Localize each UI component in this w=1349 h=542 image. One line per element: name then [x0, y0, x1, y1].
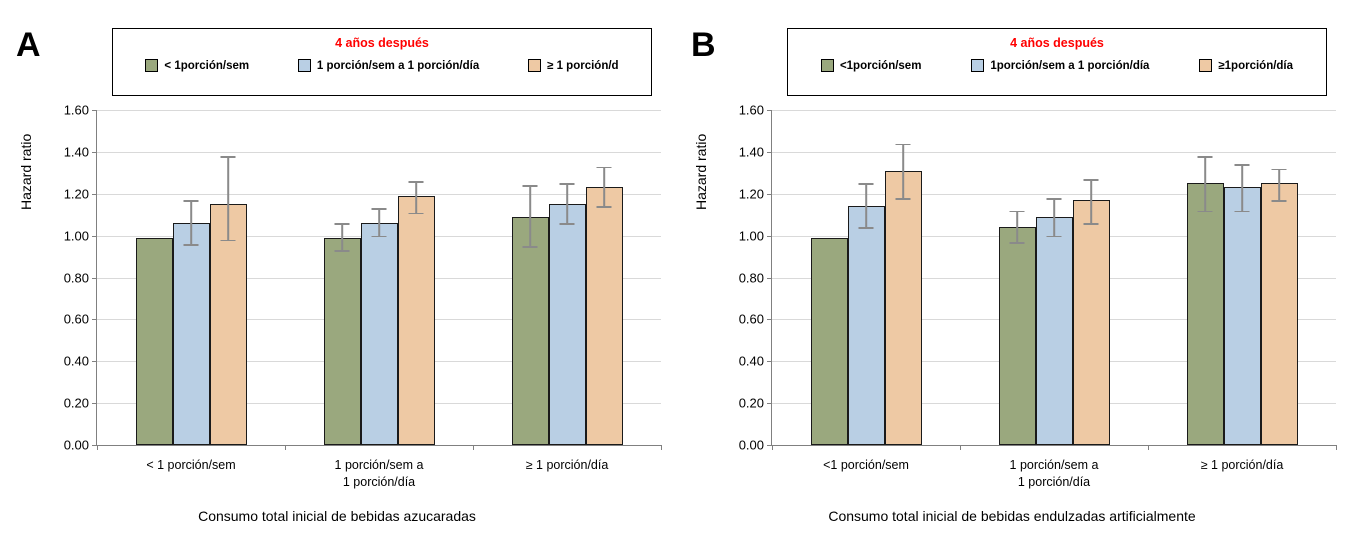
bar — [1036, 217, 1073, 445]
bar — [1261, 183, 1298, 445]
panel-a-y-axis-title: Hazard ratio — [18, 133, 34, 210]
error-bar-cap-bottom — [184, 244, 199, 246]
bar-wrapper — [848, 110, 885, 445]
bar — [811, 238, 848, 445]
error-bar-cap-top — [372, 208, 387, 210]
legend-label: ≥ 1 porción/d — [547, 59, 619, 72]
y-tick-label: 0.20 — [738, 395, 764, 411]
legend-swatch-icon — [528, 59, 541, 72]
panel-a-letter: A — [16, 26, 41, 64]
legend-label: < 1porción/sem — [164, 59, 250, 72]
error-bar-cap-bottom — [1047, 236, 1062, 238]
y-tick-label: 1.60 — [738, 102, 764, 118]
error-bar — [341, 223, 343, 250]
panel-b-x-axis-title: Consumo total inicial de bebidas endulzadas artificialmente — [828, 508, 1196, 524]
bar-wrapper — [324, 110, 361, 445]
legend-title: 4 años después — [335, 36, 429, 50]
bar-wrapper — [136, 110, 173, 445]
panel-b-y-axis-title: Hazard ratio — [693, 133, 709, 210]
bar-wrapper — [398, 110, 435, 445]
bar-wrapper — [1187, 110, 1224, 445]
error-bar — [1204, 156, 1206, 210]
error-bar-cap-bottom — [859, 227, 874, 229]
bar-wrapper — [173, 110, 210, 445]
y-tick-label: 0.60 — [63, 311, 89, 327]
error-bar-cap-bottom — [560, 223, 575, 225]
x-tick-label: <1 porción/sem — [823, 458, 909, 472]
legend-item-2 — [971, 59, 1149, 72]
legend-item-3 — [1199, 59, 1293, 72]
error-bar-cap-top — [1272, 169, 1287, 171]
error-bar — [415, 181, 417, 212]
legend-label: ≥1porción/día — [1218, 59, 1294, 72]
y-tick-label: 0.40 — [738, 353, 764, 369]
bar-wrapper — [586, 110, 623, 445]
bar-wrapper — [361, 110, 398, 445]
error-bar-cap-top — [597, 167, 612, 169]
y-tick-label: 0.00 — [738, 437, 764, 453]
x-tick-label: 1 porción/sem a 1 porción/día — [334, 458, 424, 489]
error-bar-cap-bottom — [896, 198, 911, 200]
bar — [512, 217, 549, 445]
x-tick-label: ≥ 1 porción/día — [1200, 458, 1284, 472]
bar — [1224, 187, 1261, 445]
bar — [324, 238, 361, 445]
y-tick-label: 1.20 — [63, 186, 89, 202]
y-tick-label: 0.80 — [738, 270, 764, 285]
error-bar-cap-top — [184, 200, 199, 202]
error-bar — [1241, 164, 1243, 210]
error-bar — [1278, 169, 1280, 200]
x-tick-label: ≥ 1 porción/día — [525, 458, 609, 472]
legend-title: 4 años después — [1010, 36, 1104, 50]
error-bar-cap-top — [335, 223, 350, 225]
bar — [999, 227, 1036, 445]
bar — [398, 196, 435, 445]
error-bar-cap-bottom — [1010, 242, 1025, 244]
panel-a — [0, 0, 674, 542]
error-bar-cap-bottom — [523, 246, 538, 248]
error-bar-cap-top — [409, 181, 424, 183]
error-bar-cap-top — [896, 144, 911, 146]
bar-wrapper — [549, 110, 586, 445]
legend-swatch-icon — [971, 59, 984, 72]
bar-group — [772, 110, 960, 445]
y-tick-label: 0.00 — [63, 437, 89, 453]
error-bar — [1053, 198, 1055, 236]
error-bar-cap-top — [1047, 198, 1062, 200]
bar-group — [285, 110, 473, 445]
x-tick-mark — [1148, 445, 1149, 450]
bar-wrapper — [512, 110, 549, 445]
panel-b — [675, 0, 1349, 542]
error-bar-cap-top — [523, 185, 538, 187]
error-bar — [865, 183, 867, 227]
bar — [549, 204, 586, 445]
bar-wrapper — [885, 110, 922, 445]
panel-b-legend — [787, 28, 1327, 96]
legend-label: 1 porción/sem a 1 porción/día — [316, 59, 480, 72]
panel-a-legend — [112, 28, 652, 96]
bar-group — [97, 110, 285, 445]
x-tick-mark — [1336, 445, 1337, 450]
legend-item-1 — [821, 59, 922, 72]
error-bar-cap-top — [1235, 164, 1250, 166]
bar-wrapper — [999, 110, 1036, 445]
error-bar-cap-top — [859, 183, 874, 185]
bar-group — [960, 110, 1148, 445]
error-bar — [1090, 179, 1092, 223]
error-bar — [566, 183, 568, 223]
bar-wrapper — [1036, 110, 1073, 445]
error-bar-cap-bottom — [335, 250, 350, 252]
bar — [173, 223, 210, 445]
bar — [586, 187, 623, 445]
legend-swatch-icon — [821, 59, 834, 72]
error-bar-cap-bottom — [221, 240, 236, 242]
bar — [885, 171, 922, 445]
error-bar — [227, 156, 229, 240]
x-tick-mark — [97, 445, 98, 450]
error-bar — [378, 208, 380, 235]
panel-a-plot-area — [63, 102, 661, 489]
bar-wrapper — [210, 110, 247, 445]
y-tick-label: 1.40 — [63, 144, 89, 160]
bar — [1073, 200, 1110, 445]
legend-swatch-icon — [1199, 59, 1212, 72]
error-bar-cap-bottom — [1272, 200, 1287, 202]
y-tick-label: 0.60 — [738, 311, 764, 327]
error-bar — [1016, 211, 1018, 242]
y-tick-label: 1.00 — [738, 228, 764, 244]
error-bar — [190, 200, 192, 244]
bar — [848, 206, 885, 445]
error-bar — [529, 185, 531, 246]
legend-item-3 — [528, 59, 618, 72]
bar-group — [1148, 110, 1336, 445]
bar-group — [473, 110, 661, 445]
bar — [361, 223, 398, 445]
bar — [136, 238, 173, 445]
error-bar — [902, 144, 904, 198]
legend-item-2 — [298, 59, 479, 72]
bar-wrapper — [1073, 110, 1110, 445]
legend-swatch-icon — [298, 59, 311, 72]
error-bar-cap-top — [1010, 211, 1025, 213]
panel-a-x-axis-title: Consumo total inicial de bebidas azucaradas — [198, 508, 476, 524]
error-bar-cap-bottom — [1235, 211, 1250, 213]
x-tick-mark — [772, 445, 773, 450]
y-tick-label: 1.40 — [738, 144, 764, 160]
x-tick-label: < 1 porción/sem — [146, 458, 236, 472]
y-tick-label: 0.80 — [63, 270, 89, 285]
y-tick-label: 0.20 — [63, 395, 89, 411]
bar-wrapper — [811, 110, 848, 445]
x-tick-label: 1 porción/sem a 1 porción/día — [1009, 458, 1099, 489]
error-bar-cap-top — [1198, 156, 1213, 158]
error-bar-cap-top — [1084, 179, 1099, 181]
y-tick-label: 0.40 — [63, 353, 89, 369]
x-tick-mark — [285, 445, 286, 450]
legend-item-1 — [145, 59, 249, 72]
error-bar-cap-bottom — [372, 236, 387, 238]
y-tick-label: 1.20 — [738, 186, 764, 202]
x-tick-mark — [473, 445, 474, 450]
x-tick-mark — [661, 445, 662, 450]
y-tick-label: 1.00 — [63, 228, 89, 244]
error-bar-cap-bottom — [1084, 223, 1099, 225]
legend-label: 1porción/sem a 1 porción/día — [990, 59, 1150, 72]
error-bar-cap-bottom — [597, 206, 612, 208]
bar-wrapper — [1224, 110, 1261, 445]
error-bar-cap-top — [221, 156, 236, 158]
error-bar-cap-top — [560, 183, 575, 185]
legend-swatch-icon — [145, 59, 158, 72]
x-tick-mark — [960, 445, 961, 450]
y-tick-label: 1.60 — [63, 102, 89, 118]
bar — [1187, 183, 1224, 445]
bar-wrapper — [1261, 110, 1298, 445]
error-bar-cap-bottom — [1198, 211, 1213, 213]
panel-b-plot-area — [738, 102, 1336, 489]
error-bar-cap-bottom — [409, 213, 424, 215]
panel-b-letter: B — [691, 26, 716, 64]
error-bar — [603, 167, 605, 207]
legend-label: <1porción/sem — [839, 59, 922, 72]
